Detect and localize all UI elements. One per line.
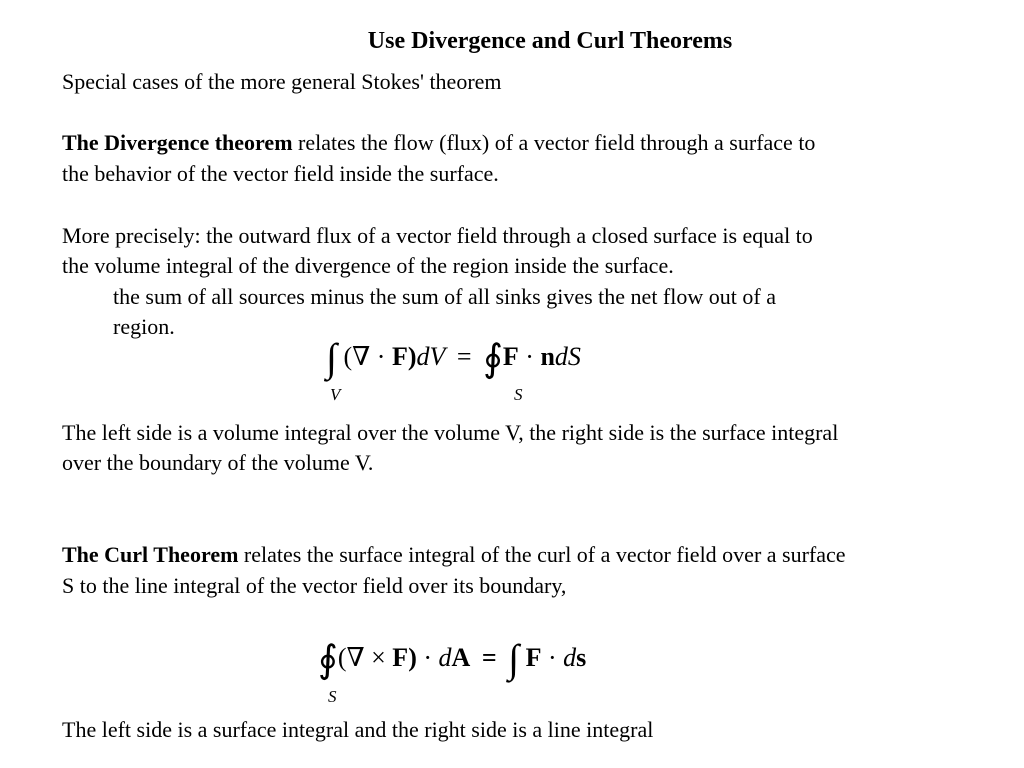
- divergence-lhs-close: ): [407, 342, 417, 371]
- divergence-equals-sign: =: [456, 342, 472, 371]
- curl-lhs-field: F: [392, 643, 409, 672]
- curl-explain-line: The left side is a surface integral and the right side is a line integral: [62, 717, 654, 742]
- divergence-lhs-field: F: [391, 342, 408, 371]
- curl-heading: The Curl Theorem: [62, 542, 239, 567]
- volume-integral-symbol: ∫: [326, 335, 337, 380]
- divergence-indent-line-1: the sum of all sources minus the sum of all sinks gives the net flow out of a: [113, 284, 776, 309]
- curl-lhs-dot: ·: [416, 643, 439, 672]
- line-integral-symbol: ∫: [508, 636, 520, 681]
- divergence-precise-line-2: the volume integral of the divergence of the region inside the surface.: [62, 253, 674, 278]
- divergence-description-line-2: the behavior of the vector field inside the surface.: [62, 161, 499, 186]
- divergence-equation: [326, 335, 581, 380]
- curl-description-line-2: S to the line integral of the vector field over its boundary,: [62, 573, 567, 598]
- divergence-lhs-open: (∇ ·: [343, 342, 392, 371]
- curl-description-line-1: [62, 540, 846, 570]
- curl-rhs-d: d: [563, 643, 577, 672]
- divergence-rhs-dot: ·: [518, 342, 541, 371]
- divergence-subscript-s: S: [514, 385, 523, 404]
- curl-rhs-dot: ·: [541, 643, 564, 672]
- curl-rhs-field: F: [525, 643, 542, 672]
- curl-subscript-s: S: [328, 687, 337, 706]
- curl-contour-integral-symbol: ∮: [318, 639, 338, 681]
- divergence-rhs-normal: n: [540, 342, 555, 371]
- curl-equals-sign: =: [481, 643, 497, 672]
- divergence-indent-line-2: region.: [113, 314, 175, 339]
- divergence-explain-line-2: over the boundary of the volume V.: [62, 450, 374, 475]
- curl-equation: [318, 636, 587, 681]
- divergence-description-line-1: [62, 128, 815, 158]
- divergence-heading: The Divergence theorem: [62, 130, 293, 155]
- surface-contour-integral-symbol: ∮: [483, 338, 503, 380]
- curl-lhs-d: d: [438, 643, 452, 672]
- divergence-lhs-volume-element: dV: [416, 342, 446, 371]
- divergence-desc-text: relates the flow (flux) of a vector field through a surface to: [292, 130, 816, 155]
- curl-lhs-area-vector: A: [451, 643, 471, 672]
- page-title: Use Divergence and Curl Theorems: [367, 28, 733, 54]
- divergence-explain-line-1: The left side is a volume integral over the volume V, the right side is the surface integral: [62, 420, 839, 445]
- divergence-subscript-v: V: [330, 385, 341, 404]
- curl-lhs-open: (∇ ×: [337, 643, 393, 672]
- curl-desc-text: relates the surface integral of the curl of a vector field over a surface: [238, 542, 846, 567]
- divergence-precise-line-1: More precisely: the outward flux of a vector field through a closed surface is equal to: [62, 223, 813, 248]
- divergence-rhs-surface-element: dS: [554, 342, 581, 371]
- intro-text: Special cases of the more general Stokes' theorem: [62, 69, 502, 94]
- divergence-rhs-field: F: [502, 342, 519, 371]
- curl-rhs-line-element: s: [576, 643, 587, 672]
- curl-lhs-close: ): [408, 643, 417, 672]
